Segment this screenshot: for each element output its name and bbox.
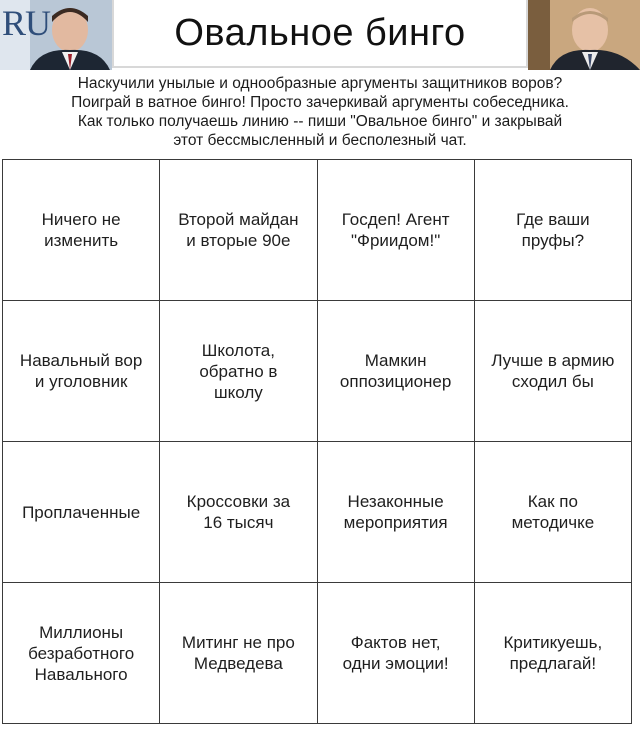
page-title: Овальное бинго [112,0,528,68]
bingo-cell[interactable]: Кроссовки за 16 тысяч [160,442,317,583]
bingo-row [3,160,632,301]
intro-line: Поиграй в ватное бинго! Просто зачеркивай аргументы собеседника. [71,94,569,111]
bingo-cell[interactable]: Проплаченные [3,442,160,583]
person-portrait-icon [528,0,640,70]
intro-line: Как только получаешь линию -- пиши "Овальное бинго" и закрывай [77,113,563,130]
bingo-cell[interactable]: Мамкин оппозиционер [317,301,474,442]
bingo-cell[interactable]: Госдеп! Агент "Фриидом!" [317,160,474,301]
right-portrait-photo [528,0,640,70]
bingo-row [3,301,632,442]
bingo-grid [2,159,632,724]
bingo-cell[interactable]: Незаконные мероприятия [317,442,474,583]
bingo-cell[interactable]: Лучше в армию сходил бы [474,301,631,442]
bingo-cell[interactable]: Миллионы безработного Навального [3,583,160,724]
bingo-cell[interactable]: Как по методичке [474,442,631,583]
bingo-cell[interactable]: Ничего не изменить [3,160,160,301]
bingo-row [3,442,632,583]
intro-line: Наскучили унылые и однообразные аргументы защитников воров? [77,75,563,92]
intro-line: этот бессмысленный и бесполезный чат. [173,132,467,149]
header [0,0,640,70]
bingo-cell[interactable]: Навальный вор и уголовник [3,301,160,442]
bingo-cell[interactable]: Школота, обратно в школу [160,301,317,442]
bingo-cell[interactable]: Второй майдан и вторые 90е [160,160,317,301]
left-portrait-photo [0,0,112,70]
bingo-cell[interactable]: Где ваши пруфы? [474,160,631,301]
left-photo-text: RU [2,3,51,43]
bingo-cell[interactable]: Критикуешь, предлагай! [474,583,631,724]
bingo-row [3,583,632,724]
intro-text [20,74,620,150]
bingo-cell[interactable]: Митинг не про Медведева [160,583,317,724]
bingo-cell[interactable]: Фактов нет, одни эмоции! [317,583,474,724]
